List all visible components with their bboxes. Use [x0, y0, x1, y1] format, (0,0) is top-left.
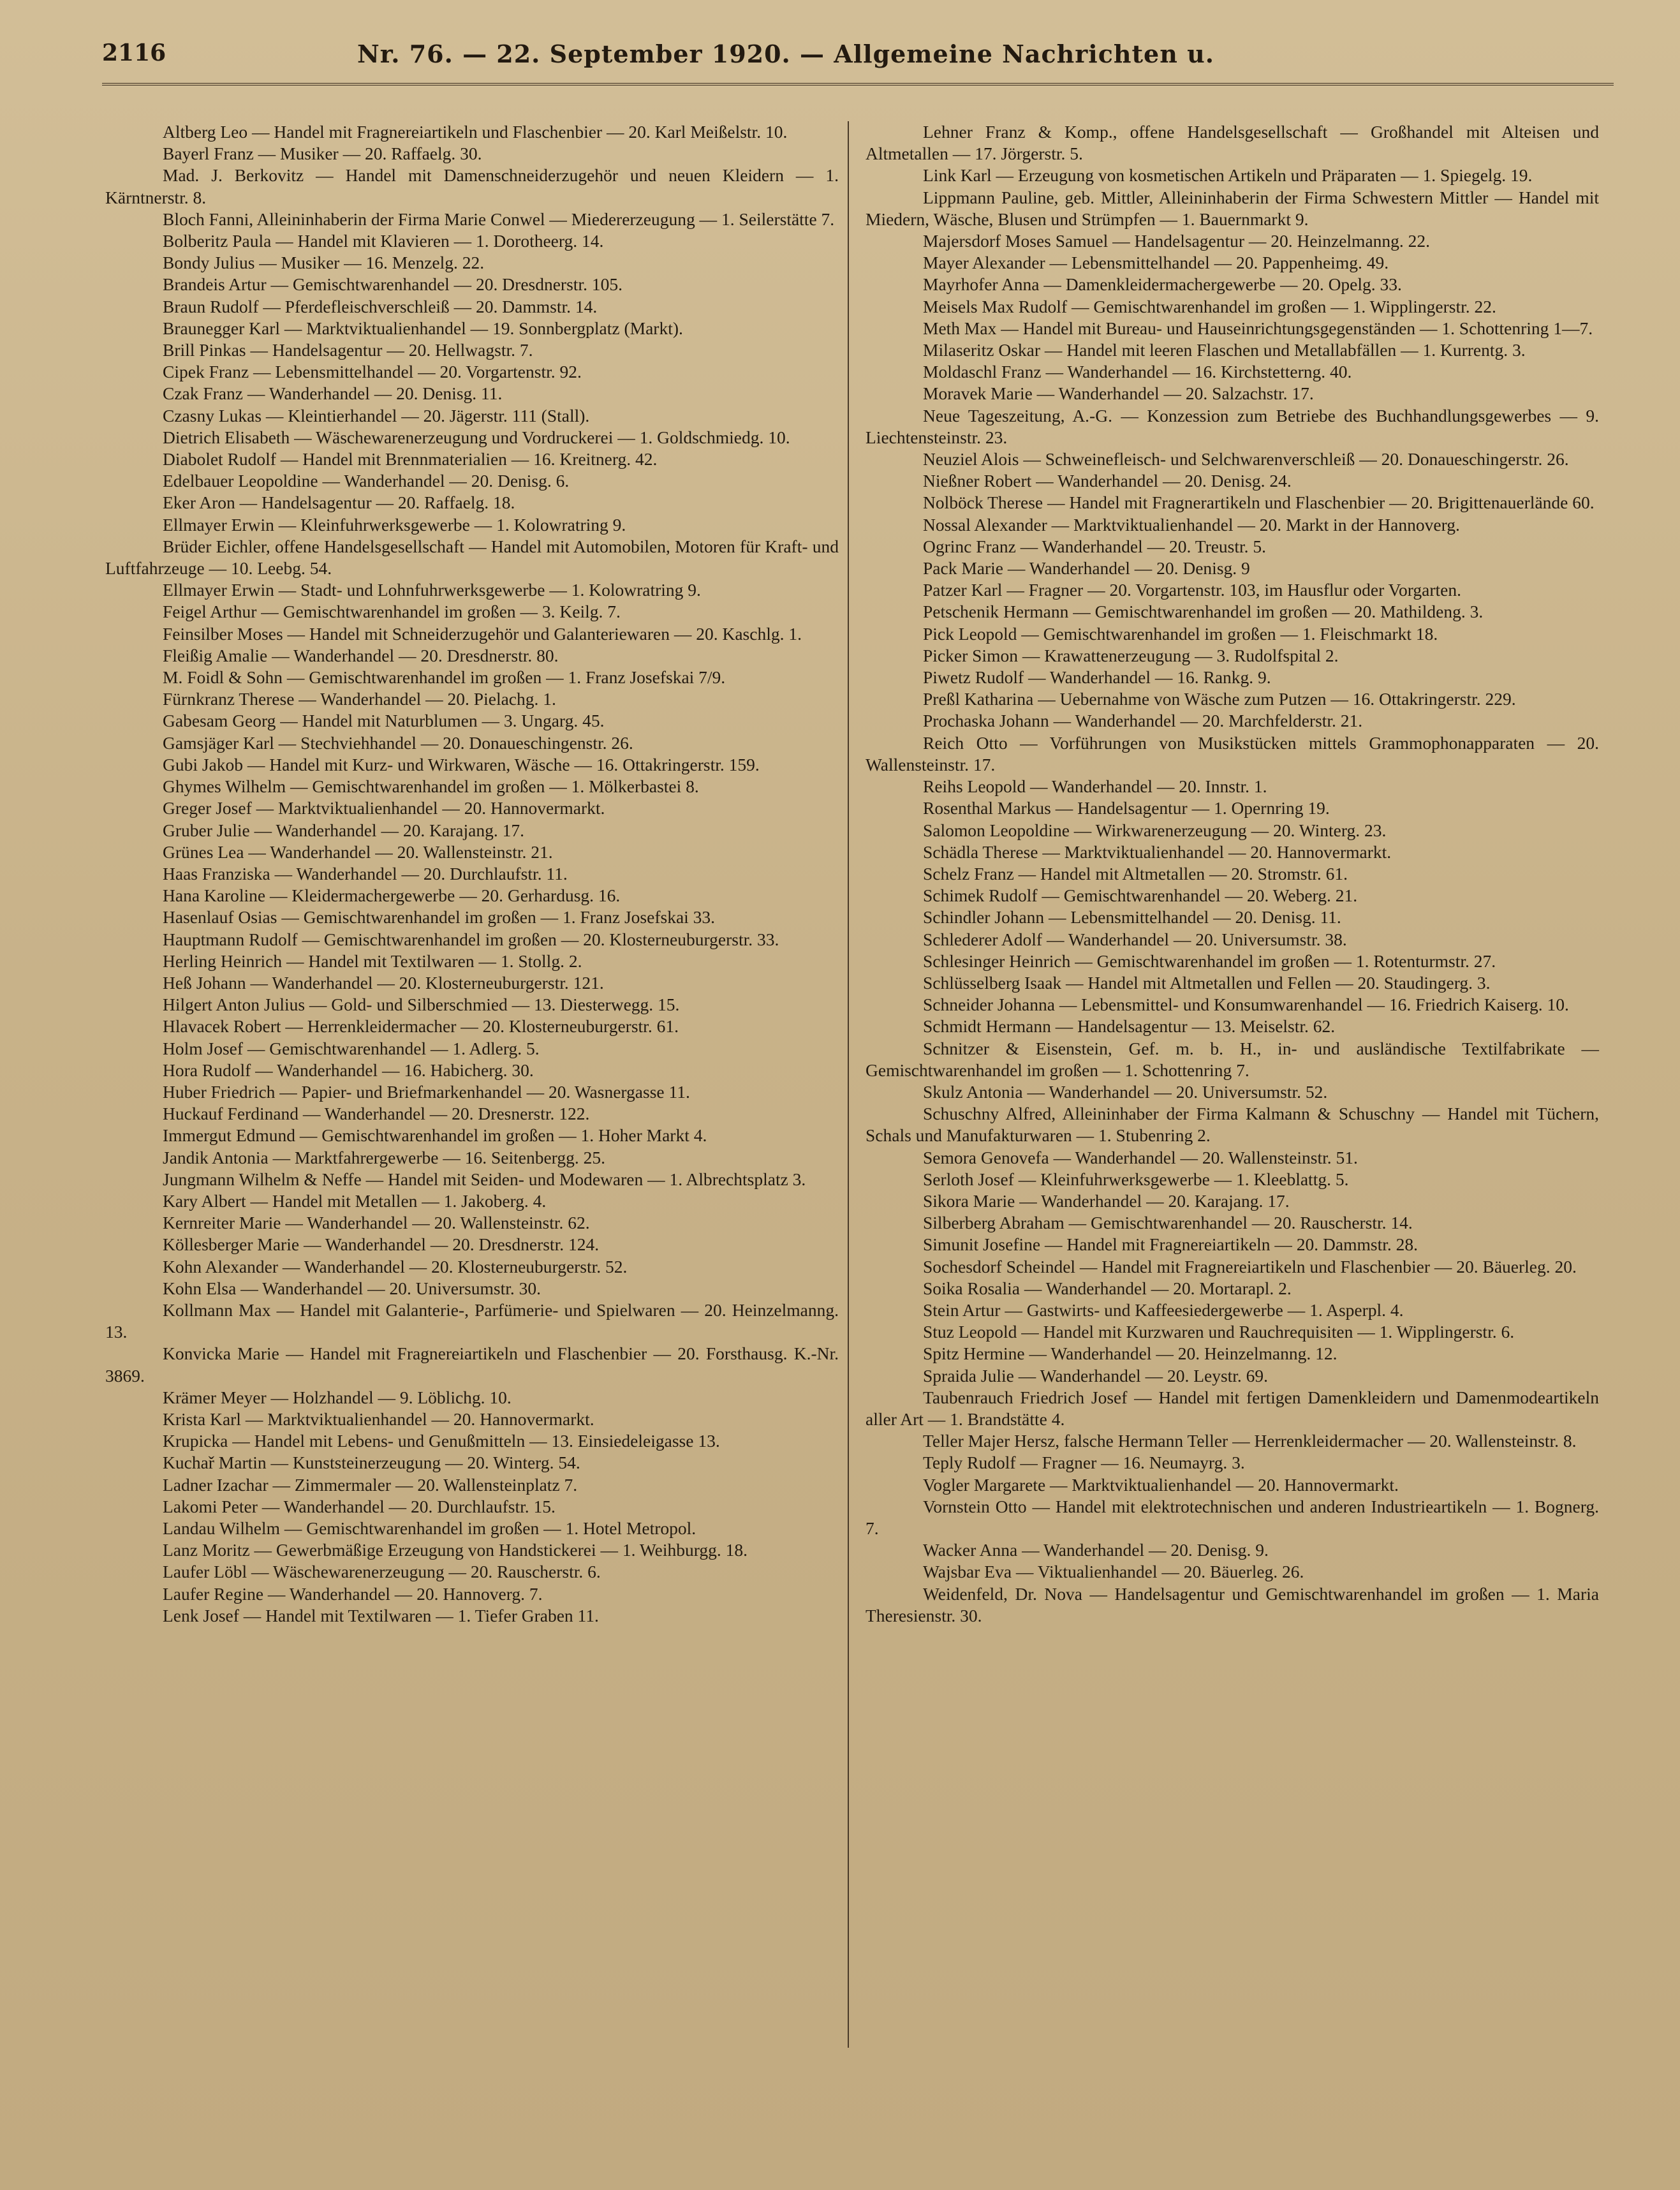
listing-entry: Lakomi Peter — Wanderhandel — 20. Durchlaufstr. 15.: [163, 1496, 556, 1516]
listing-entry: Meisels Max Rudolf — Gemischtwarenhandel im großen — 1. Wipplingerstr. 22.: [923, 296, 1496, 316]
listing-entry: Neuziel Alois — Schweinefleisch- und Selchwarenverschleiß — 20. Donaueschingerstr. 26.: [923, 449, 1569, 470]
page-number: 2116: [102, 40, 166, 66]
listing-entry: Grünes Lea — Wanderhandel — 20. Wallensteinstr. 21.: [163, 841, 553, 862]
listing-entry: Taubenrauch Friedrich Josef — Handel mit fertigen Damenkleidern und Damenmodeartikeln aller Art — 1. Brandstätte 4.: [866, 1387, 1599, 1429]
listing-entry: Ellmayer Erwin — Stadt- und Lohnfuhrwerksgewerbe — 1. Kolowratring 9.: [163, 580, 701, 600]
listing-entry: Schelz Franz — Handel mit Altmetallen — 20. Stromstr. 61.: [923, 863, 1348, 884]
listing-entry: Reich Otto — Vorführungen von Musikstücken mittels Grammophonapparaten — 20. Wallensteinstr. 17.: [866, 732, 1599, 774]
listing-entry: Ladner Izachar — Zimmermaler — 20. Wallensteinplatz 7.: [163, 1474, 578, 1495]
listing-entry: Mad. J. Berkovitz — Handel mit Damenschneiderzugehör und neuen Kleidern — 1. Kärntnerstr. 8.: [105, 165, 839, 207]
listing-entry: Vogler Margarete — Marktviktualienhandel — 20. Hannovermarkt.: [923, 1474, 1399, 1495]
listing-entry: Link Karl — Erzeugung von kosmetischen Artikeln und Präparaten — 1. Spiegelg. 19.: [923, 165, 1533, 186]
listing-entry: Bayerl Franz — Musiker — 20. Raffaelg. 30.: [163, 144, 482, 164]
listing-entry: Piwetz Rudolf — Wanderhandel — 16. Rankg. 9.: [923, 667, 1271, 688]
listing-entry: Nießner Robert — Wanderhandel — 20. Denisg. 24.: [923, 471, 1292, 491]
listing-entry: Schlüsselberg Isaak — Handel mit Altmetallen und Fellen — 20. Staudingerg. 3.: [923, 972, 1491, 993]
listing-entry: Heß Johann — Wanderhandel — 20. Klosterneuburgerstr. 121.: [163, 972, 604, 993]
listing-entry: Laufer Regine — Wanderhandel — 20. Hannoverg. 7.: [163, 1583, 543, 1604]
listing-entry: Holm Josef — Gemischtwarenhandel — 1. Adlerg. 5.: [163, 1038, 540, 1058]
listing-entry: Krista Karl — Marktviktualienhandel — 20. Hannovermarkt.: [163, 1409, 594, 1429]
listing-entry: Brandeis Artur — Gemischtwarenhandel — 20. Dresdnerstr. 105.: [163, 274, 623, 295]
listing-entry: Hana Karoline — Kleidermachergewerbe — 20. Gerhardusg. 16.: [163, 885, 621, 906]
listing-entry: Huckauf Ferdinand — Wanderhandel — 20. Dresnerstr. 122.: [163, 1104, 590, 1124]
listing-entry: Schuschny Alfred, Alleininhaber der Firma Kalmann & Schuschny — Handel mit Tüchern, Schals und Manufakturwaren — 1. Stubenring 2.: [866, 1104, 1599, 1146]
listing-entry: Landau Wilhelm — Gemischtwarenhandel im großen — 1. Hotel Metropol.: [163, 1518, 696, 1538]
listing-entry: Hora Rudolf — Wanderhandel — 16. Habicherg. 30.: [163, 1060, 534, 1080]
listing-entry: Czasny Lukas — Kleintierhandel — 20. Jägerstr. 111 (Stall).: [163, 405, 590, 425]
listing-entry: Hasenlauf Osias — Gemischtwarenhandel im großen — 1. Franz Josefskai 33.: [163, 907, 716, 928]
listing-entry: Hlavacek Robert — Herrenkleidermacher — 20. Klosterneuburgerstr. 61.: [163, 1016, 679, 1037]
listing-entry: Schnitzer & Eisenstein, Gef. m. b. H., in- und ausländische Textilfabrikate — Gemischtwarenhandel im großen — 1. Schottenring 7.: [866, 1038, 1599, 1080]
listing-entry: Neue Tageszeitung, A.-G. — Konzession zum Betriebe des Buchhandlungsgewerbes — 9. Liechtensteinstr. 23.: [866, 405, 1599, 447]
listing-entry: Ellmayer Erwin — Kleinfuhrwerksgewerbe — 1. Kolowratring 9.: [163, 514, 626, 535]
column-divider: [848, 121, 849, 2048]
listing-entry: Ghymes Wilhelm — Gemischtwarenhandel im großen — 1. Mölkerbastei 8.: [163, 776, 699, 797]
listing-entry: Preßl Katharina — Uebernahme von Wäsche zum Putzen — 16. Ottakringerstr. 229.: [923, 689, 1516, 709]
listing-entry: Konvicka Marie — Handel mit Fragnereiartikeln und Flaschenbier — 20. Forsthausg. K.-Nr. 3869.: [105, 1343, 839, 1386]
listing-entry: Gabesam Georg — Handel mit Naturblumen — 3. Ungarg. 45.: [163, 711, 605, 731]
listing-entry: Kohn Alexander — Wanderhandel — 20. Klosterneuburgerstr. 52.: [163, 1256, 628, 1276]
header-divider: [102, 83, 1614, 92]
listing-entry: Gamsjäger Karl — Stechviehhandel — 20. Donaueschingenstr. 26.: [163, 732, 633, 753]
listing-entry: Sochesdorf Scheindel — Handel mit Fragnereiartikeln und Flaschenbier — 20. Bäuerleg. 20.: [923, 1256, 1577, 1276]
listing-entry: Schneider Johanna — Lebensmittel- und Konsumwarenhandel — 16. Friedrich Kaiserg. 10.: [923, 995, 1569, 1015]
listing-entry: Vornstein Otto — Handel mit elektrotechnischen und anderen Industrieartikeln — 1. Bognerg. 7.: [866, 1496, 1599, 1538]
left-column: [105, 121, 839, 1627]
listing-entry: Spraida Julie — Wanderhandel — 20. Leystr. 69.: [923, 1365, 1269, 1386]
listing-entry: Fürnkranz Therese — Wanderhandel — 20. Pielachg. 1.: [163, 689, 556, 709]
listing-entry: Moldaschl Franz — Wanderhandel — 16. Kirchstetterng. 40.: [923, 362, 1352, 382]
listing-entry: Ogrinc Franz — Wanderhandel — 20. Treustr. 5.: [923, 536, 1267, 556]
listing-entry: Silberberg Abraham — Gemischtwarenhandel — 20. Rauscherstr. 14.: [923, 1213, 1413, 1233]
listing-entry: Jandik Antonia — Marktfahrergewerbe — 16. Seitenbergg. 25.: [163, 1147, 605, 1167]
listing-entry: Dietrich Elisabeth — Wäschewarenerzeugung und Vordruckerei — 1. Goldschmiedg. 10.: [163, 427, 790, 447]
listing-entry: Lippmann Pauline, geb. Mittler, Alleininhaberin der Firma Schwestern Mittler — Handel mit Miedern, Wäsche, Blusen und Strümpfen — 1. Bauernmarkt 9.: [866, 187, 1599, 229]
listing-entry: Spitz Hermine — Wanderhandel — 20. Heinzelmanng. 12.: [923, 1343, 1337, 1364]
listing-entry: Köllesberger Marie — Wanderhandel — 20. Dresdnerstr. 124.: [163, 1234, 600, 1255]
listing-entry: Krupicka — Handel mit Lebens- und Genußmitteln — 13. Einsiedeleigasse 13.: [163, 1431, 720, 1451]
listing-entry: Prochaska Johann — Wanderhandel — 20. Marchfelderstr. 21.: [923, 711, 1363, 731]
listing-entry: Brill Pinkas — Handelsagentur — 20. Hellwagstr. 7.: [163, 340, 533, 360]
listing-entry: Bondy Julius — Musiker — 16. Menzelg. 22.: [163, 253, 485, 273]
listing-entry: Patzer Karl — Fragner — 20. Vorgartenstr. 103, im Hausflur oder Vorgarten.: [923, 580, 1461, 600]
listing-entry: Schindler Johann — Lebensmittelhandel — 20. Denisg. 11.: [923, 907, 1341, 928]
listing-entry: Moravek Marie — Wanderhandel — 20. Salzachstr. 17.: [923, 383, 1314, 404]
listing-entry: Petschenik Hermann — Gemischtwarenhandel im großen — 20. Mathildeng. 3.: [923, 602, 1484, 622]
listing-entry: Czak Franz — Wanderhandel — 20. Denisg. 11.: [163, 383, 503, 404]
listing-entry: Skulz Antonia — Wanderhandel — 20. Universumstr. 52.: [923, 1081, 1328, 1102]
listing-entry: Mayrhofer Anna — Damenkleidermachergewerbe — 20. Opelg. 33.: [923, 274, 1402, 295]
listing-entry: Schimek Rudolf — Gemischtwarenhandel — 20. Weberg. 21.: [923, 885, 1358, 906]
listing-entry: Majersdorf Moses Samuel — Handelsagentur — 20. Heinzelmanng. 22.: [923, 231, 1431, 251]
listing-entry: Stein Artur — Gastwirts- und Kaffeesiedergewerbe — 1. Asperpl. 4.: [923, 1299, 1404, 1320]
listing-entry: Krämer Meyer — Holzhandel — 9. Löblichg. 10.: [163, 1387, 512, 1407]
listing-entry: Greger Josef — Marktviktualienhandel — 20. Hannovermarkt.: [163, 798, 605, 818]
listing-entry: Feinsilber Moses — Handel mit Schneiderzugehör und Galanteriewaren — 20. Kaschlg. 1.: [163, 623, 802, 644]
listing-entry: Soika Rosalia — Wanderhandel — 20. Mortarapl. 2.: [923, 1278, 1292, 1298]
listing-entry: Nolböck Therese — Handel mit Fragnerartikeln und Flaschenbier — 20. Brigittenauerlände 60.: [923, 492, 1595, 513]
listing-entry: Lenk Josef — Handel mit Textilwaren — 1. Tiefer Graben 11.: [163, 1605, 599, 1625]
listing-entry: Nossal Alexander — Marktviktualienhandel — 20. Markt in der Hannoverg.: [923, 514, 1460, 535]
listing-entry: Laufer Löbl — Wäschewarenerzeugung — 20. Rauscherstr. 6.: [163, 1562, 601, 1582]
listing-entry: Brüder Eichler, offene Handelsgesellschaft — Handel mit Automobilen, Motoren für Kraft- und Luftfahrzeuge — 10. Leebg. 54.: [105, 536, 839, 579]
listing-entry: Gruber Julie — Wanderhandel — 20. Karajang. 17.: [163, 820, 524, 840]
listing-entry: Bolberitz Paula — Handel mit Klavieren — 1. Dorotheerg. 14.: [163, 231, 604, 251]
listing-entry: Kary Albert — Handel mit Metallen — 1. Jakoberg. 4.: [163, 1190, 547, 1211]
listing-entry: Lehner Franz & Komp., offene Handelsgesellschaft — Großhandel mit Alteisen und Altmetallen — 17. Jörgerstr. 5.: [866, 122, 1599, 164]
listing-entry: Diabolet Rudolf — Handel mit Brennmaterialien — 16. Kreitnerg. 42.: [163, 449, 658, 470]
listing-entry: Fleißig Amalie — Wanderhandel — 20. Dresdnerstr. 80.: [163, 645, 559, 665]
listing-entry: Haas Franziska — Wanderhandel — 20. Durchlaufstr. 11.: [163, 863, 568, 884]
listing-entry: Immergut Edmund — Gemischtwarenhandel im großen — 1. Hoher Markt 4.: [163, 1125, 707, 1146]
listing-entry: Reihs Leopold — Wanderhandel — 20. Innstr. 1.: [923, 776, 1267, 797]
listing-entry: Kernreiter Marie — Wanderhandel — 20. Wallensteinstr. 62.: [163, 1213, 590, 1233]
listing-entry: Meth Max — Handel mit Bureau- und Hauseinrichtungsgegenständen — 1. Schottenring 1—7.: [923, 318, 1593, 338]
listing-entry: Wacker Anna — Wanderhandel — 20. Denisg. 9.: [923, 1540, 1269, 1560]
listing-entry: Lanz Moritz — Gewerbmäßige Erzeugung von Handstickerei — 1. Weihburgg. 18.: [163, 1540, 748, 1560]
listing-entry: Sikora Marie — Wanderhandel — 20. Karajang. 17.: [923, 1190, 1290, 1211]
listing-entry: Hilgert Anton Julius — Gold- und Silberschmied — 13. Diesterwegg. 15.: [163, 995, 680, 1015]
listing-entry: Milaseritz Oskar — Handel mit leeren Flaschen und Metallabfällen — 1. Kurrentg. 3.: [923, 340, 1526, 360]
running-head: Nr. 76. — 22. September 1920. — Allgemeine Nachrichten u.: [357, 40, 1214, 68]
listing-entry: Schädla Therese — Marktviktualienhandel — 20. Hannovermarkt.: [923, 841, 1392, 862]
page-header: [102, 40, 1614, 78]
listing-entry: Kohn Elsa — Wanderhandel — 20. Universumstr. 30.: [163, 1278, 542, 1298]
listing-entry: Teply Rudolf — Fragner — 16. Neumayrg. 3.: [923, 1453, 1245, 1473]
listing-entry: Jungmann Wilhelm & Neffe — Handel mit Seiden- und Modewaren — 1. Albrechtsplatz 3.: [163, 1169, 806, 1189]
listing-entry: Kuchař Martin — Kunststeinerzeugung — 20. Winterg. 54.: [163, 1453, 580, 1473]
listing-entry: Eker Aron — Handelsagentur — 20. Raffaelg. 18.: [163, 492, 515, 513]
right-column: [866, 121, 1599, 1627]
listing-entry: Huber Friedrich — Papier- und Briefmarkenhandel — 20. Wasnergasse 11.: [163, 1081, 690, 1102]
listing-entry: Pick Leopold — Gemischtwarenhandel im großen — 1. Fleischmarkt 18.: [923, 623, 1438, 644]
listing-entry: Picker Simon — Krawattenerzeugung — 3. Rudolfspital 2.: [923, 645, 1339, 665]
listing-entry: Kollmann Max — Handel mit Galanterie-, Parfümerie- und Spielwaren — 20. Heinzelmanng. 13.: [105, 1299, 839, 1342]
listing-entry: M. Foidl & Sohn — Gemischtwarenhandel im großen — 1. Franz Josefskai 7/9.: [163, 667, 726, 688]
listing-entry: Serloth Josef — Kleinfuhrwerksgewerbe — 1. Kleeblattg. 5.: [923, 1169, 1349, 1189]
listing-entry: Schlederer Adolf — Wanderhandel — 20. Universumstr. 38.: [923, 929, 1347, 949]
listing-entry: Simunit Josefine — Handel mit Fragnereiartikeln — 20. Dammstr. 28.: [923, 1234, 1418, 1255]
listing-entry: Braun Rudolf — Pferdefleischverschleiß — 20. Dammstr. 14.: [163, 296, 598, 316]
listing-entry: Semora Genovefa — Wanderhandel — 20. Wallensteinstr. 51.: [923, 1147, 1358, 1167]
listing-entry: Weidenfeld, Dr. Nova — Handelsagentur und Gemischtwarenhandel im großen — 1. Maria Theresienstr. 30.: [866, 1583, 1599, 1625]
listing-entry: Salomon Leopoldine — Wirkwarenerzeugung — 20. Winterg. 23.: [923, 820, 1387, 840]
listing-entry: Mayer Alexander — Lebensmittelhandel — 20. Pappenheimg. 49.: [923, 253, 1389, 273]
listing-entry: Schmidt Hermann — Handelsagentur — 13. Meiselstr. 62.: [923, 1016, 1336, 1037]
listing-entry: Schlesinger Heinrich — Gemischtwarenhandel im großen — 1. Rotenturmstr. 27.: [923, 951, 1496, 971]
listing-entry: Cipek Franz — Lebensmittelhandel — 20. Vorgartenstr. 92.: [163, 362, 582, 382]
listing-entry: Gubi Jakob — Handel mit Kurz- und Wirkwaren, Wäsche — 16. Ottakringerstr. 159.: [163, 754, 760, 774]
listing-entry: Pack Marie — Wanderhandel — 20. Denisg. 9: [923, 558, 1250, 579]
listing-entry: Braunegger Karl — Marktviktualienhandel — 19. Sonnbergplatz (Markt).: [163, 318, 683, 338]
listing-entry: Herling Heinrich — Handel mit Textilwaren — 1. Stollg. 2.: [163, 951, 582, 971]
listing-entry: Edelbauer Leopoldine — Wanderhandel — 20. Denisg. 6.: [163, 471, 570, 491]
listing-entry: Bloch Fanni, Alleininhaberin der Firma Marie Conwel — Miedererzeugung — 1. Seilerstätte 7.: [163, 209, 835, 229]
listing-entry: Feigel Arthur — Gemischtwarenhandel im großen — 3. Keilg. 7.: [163, 602, 621, 622]
listing-entry: Stuz Leopold — Handel mit Kurzwaren und Rauchrequisiten — 1. Wipplingerstr. 6.: [923, 1322, 1515, 1342]
listing-entry: Altberg Leo — Handel mit Fragnereiartikeln und Flaschenbier — 20. Karl Meißelstr. 10.: [163, 122, 788, 142]
listing-entry: Wajsbar Eva — Viktualienhandel — 20. Bäuerleg. 26.: [923, 1562, 1304, 1582]
listing-entry: Hauptmann Rudolf — Gemischtwarenhandel im großen — 20. Klosterneuburgerstr. 33.: [163, 929, 779, 949]
listing-entry: Teller Majer Hersz, falsche Hermann Teller — Herrenkleidermacher — 20. Wallensteinstr. 8.: [923, 1431, 1577, 1451]
listing-entry: Rosenthal Markus — Handelsagentur — 1. Opernring 19.: [923, 798, 1330, 818]
